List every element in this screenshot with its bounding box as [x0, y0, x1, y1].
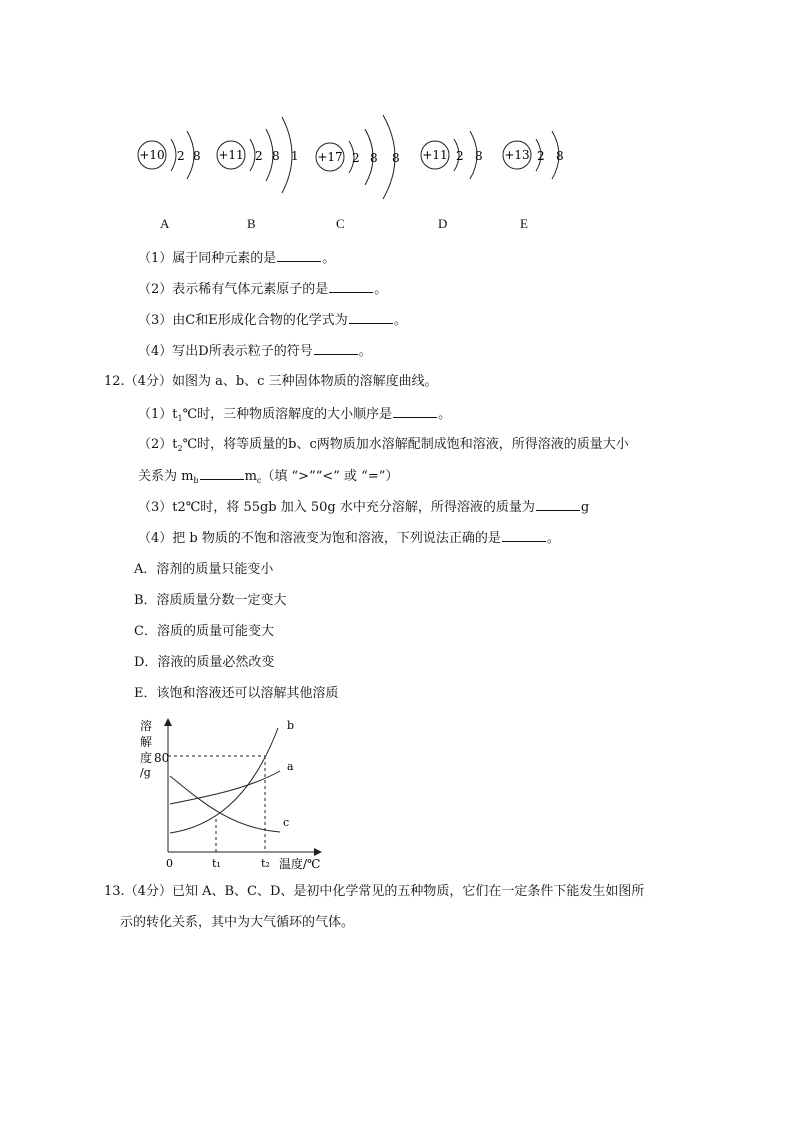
shell-count: 8	[475, 149, 483, 163]
y-axis-label-char: 溶	[140, 719, 153, 733]
option-c[interactable]: C．溶质的质量可能变大	[134, 624, 274, 639]
y-axis-label-char: 度	[140, 751, 153, 765]
q12-sub-1: $(1)t_1℃$时，三种物质溶解度的大小顺序是 。	[138, 407, 452, 423]
q12-sub-4: （4）把 b 物质的不饱和溶液变为饱和溶液，下列说法正确的是 。	[138, 531, 560, 546]
y-axis-label-char: 解	[140, 735, 153, 749]
answer-blank[interactable]	[349, 311, 393, 324]
atom-diagram-e	[500, 115, 575, 195]
q12-sub-3: （3）t2℃时，将 55gb 加入 50g 水中充分溶解，所得溶液的质量为 g	[138, 500, 590, 515]
solubility-chart	[130, 712, 330, 872]
atom-diagram-d	[418, 115, 493, 195]
shell-count: 2	[352, 151, 360, 165]
x-origin-label: 0	[166, 857, 173, 870]
q11-item-2: （2）表示稀有气体元素原子的是 。	[138, 282, 388, 297]
atom-label: D	[438, 216, 448, 231]
x-tick-t2: t₂	[261, 857, 270, 870]
atom-label: A	[160, 216, 170, 231]
atom-diagram-a	[135, 115, 205, 195]
atom-label: E	[520, 216, 528, 231]
curve-a	[170, 771, 280, 804]
q13-line-2: 示的转化关系，其中为大气循环的气体。	[120, 915, 355, 930]
shell-count: 8	[193, 149, 201, 163]
shell-count: 2	[456, 149, 464, 163]
nucleus-charge: +10	[139, 148, 165, 162]
nucleus-charge: +11	[218, 148, 244, 162]
q13-line-1: 13.（4分）已知 A、B、C、D、是初中化学常见的五种物质，它们在一定条件下能发生如图所	[104, 884, 645, 899]
series-label-b: b	[287, 719, 295, 732]
q11-item-1: （1）属于同种元素的是 。	[138, 251, 336, 266]
shell-count: 8	[556, 149, 564, 163]
q11-item-4: （4）写出D所表示粒子的符号 。	[138, 344, 372, 359]
answer-blank[interactable]	[536, 498, 580, 511]
shell-count: 1	[291, 149, 299, 163]
atom-label: B	[247, 216, 256, 231]
option-e[interactable]: E．该饱和溶液还可以溶解其他溶质	[134, 686, 339, 701]
answer-blank[interactable]	[200, 467, 244, 480]
atom-label: C	[336, 216, 345, 231]
x-tick-t1: t₁	[212, 857, 221, 870]
answer-blank[interactable]	[314, 342, 358, 355]
option-b[interactable]: B．溶质质量分数一定变大	[134, 593, 287, 608]
nucleus-charge: +13	[504, 148, 530, 162]
option-a[interactable]: A．溶剂的质量只能变小	[134, 562, 274, 577]
shell-count: 8	[370, 151, 378, 165]
option-d[interactable]: D．溶液的质量必然改变	[134, 655, 275, 670]
shell-count: 8	[392, 151, 400, 165]
q11-item-3: （3）由C和E形成化合物的化学式为 。	[138, 313, 407, 328]
shell-count: 2	[177, 149, 185, 163]
nucleus-charge: +17	[317, 150, 343, 164]
shell-count: 2	[537, 149, 545, 163]
y-tick-80: 80	[154, 751, 170, 765]
q12-title: 12.（4分）如图为 a、b、c 三种固体物质的溶解度曲线。	[104, 374, 438, 389]
y-axis-unit: /g	[140, 766, 151, 779]
q12-sub-2: $(2)t_2℃$时，将等质量的b、c两物质加水溶解配制成饱和溶液，所得溶液的质量大小	[138, 437, 629, 453]
x-axis-label: 温度/℃	[279, 857, 321, 871]
q12-sub-2-line2: 关系为 $m_b$ $m_c$（填 “>”“<” 或 “=”）	[138, 469, 399, 485]
curve-b	[170, 728, 278, 833]
answer-blank[interactable]	[393, 405, 437, 418]
answer-blank[interactable]	[329, 280, 373, 293]
answer-blank[interactable]	[502, 529, 546, 542]
shell-count: 8	[272, 149, 280, 163]
atom-diagram-b	[214, 105, 309, 205]
atom-diagram-c	[313, 105, 413, 205]
answer-blank[interactable]	[277, 249, 321, 262]
nucleus-charge: +11	[422, 148, 448, 162]
series-label-a: a	[287, 760, 294, 773]
shell-count: 2	[255, 149, 263, 163]
curve-c	[170, 776, 280, 832]
series-label-c: c	[283, 816, 290, 829]
